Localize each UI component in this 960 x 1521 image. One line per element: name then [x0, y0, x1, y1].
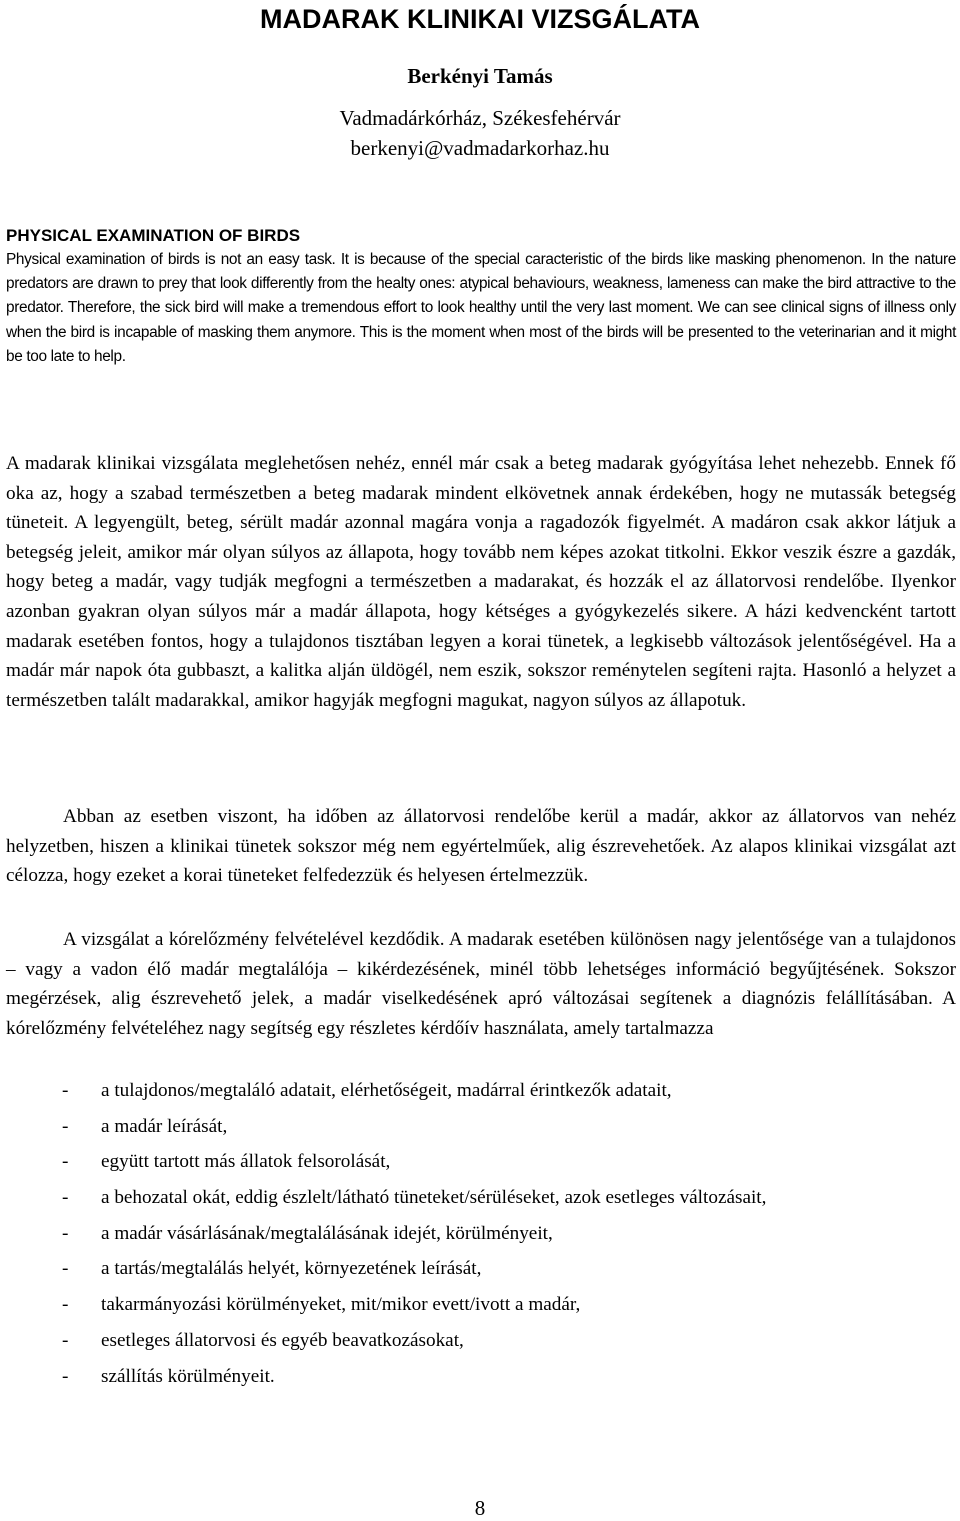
list-item-text: szállítás körülményeit.	[101, 1365, 275, 1387]
email-address: berkenyi@vadmadarkorhaz.hu	[350, 136, 610, 160]
page-title: MADARAK KLINIKAI VIZSGÁLATA	[260, 4, 700, 34]
list-item	[6, 1220, 946, 1248]
list-bullet: -	[62, 1080, 69, 1101]
list-item-text: együtt tartott más állatok felsorolását,	[101, 1151, 391, 1173]
list-bullet: -	[62, 1115, 69, 1137]
list-item-text: a tulajdonos/megtaláló adatait, elérhetőségeit, madárral érintkezők adatait,	[101, 1080, 672, 1101]
body-paragraph: A madarak klinikai vizsgálata meglehetősen nehéz, ennél már csak a beteg madarak gyógyítása lehet nehezebb. Ennek fő oka az, hogy a szabad természetben a beteg madarak mindent elkövetnek annak érdekében, hogy ne mutassák betegség tüneteit. A legyengült, beteg, sérült madár azonnal magára vonja a ragadozók figyelmét. A madáron csak akkor látjuk a betegség jeleit, amikor már olyan súlyos az állapota, hogy tovább nem képes azokat titkolni. Ekkor veszik észre a gazdák, hogy beteg a madár, vagy tudják megfogni a természetben a madarakat, és hozzák el az állatorvosi rendelőbe. Ilyenkor azonban gyakran olyan súlyos már a madár állapota, hogy kétséges a gyógykezelés sikere. A házi kedvencként tartott madarak esetében fontos, hogy a tulajdonos tisztában legyen a korai tünetek, a legkisebb változások jelentőségével. Ha a madár már napok óta gubbaszt, a kalitka alján üldögél, nem eszik, sokszor reménytelen segíteni rajta. Hasonló a helyzet a természetben talált madarakkal, amikor hagyják megfogni magukat, nagyon súlyos az állapotuk.	[6, 453, 956, 711]
author-affiliation	[0, 103, 960, 163]
abstract-heading: PHYSICAL EXAMINATION OF BIRDS	[6, 226, 301, 245]
list-bullet: -	[62, 1151, 69, 1173]
list-bullet: -	[62, 1222, 69, 1244]
page-number: 8	[474, 1496, 486, 1520]
list-item	[6, 1184, 946, 1212]
list-item-text: a madár vásárlásának/megtalálásának idejét, körülményeit,	[101, 1222, 553, 1244]
list-item-text: takarmányozási körülményeket, mit/mikor evett/ivott a madár,	[101, 1294, 581, 1316]
body-paragraph: Abban az esetben viszont, ha időben az állatorvosi rendelőbe kerül a madár, akkor az állatorvos van nehéz helyzetben, hiszen a klinikai tünetek sokszor még nem egyértelműek, alig észrevehetőek. Az alapos klinikai vizsgálat azt célozza, hogy ezeket a korai tüneteket felfedezzük és helyesen értelmezzük.	[6, 806, 956, 887]
body-paragraph: A vizsgálat a kórelőzmény felvételével kezdődik. A madarak esetében különösen nagy jelentősége van a tulajdonos – vagy a vadon élő madár megtalálója – kikérdezésének, minél több lehetséges információ begyűjtésének. Sokszor megérzések, alig észrevehető jelek, a madár viselkedésének apró változásai segítenek a diagnózis felállításában. A kórelőzmény felvételéhez nagy segítség egy részletes kérdőív használata, amely tartalmazza	[6, 929, 956, 1039]
questionnaire-list	[6, 1077, 946, 1398]
institution: Vadmadárkórház, Székesfehérvár	[339, 106, 621, 130]
list-bullet: -	[62, 1258, 69, 1280]
list-bullet: -	[62, 1294, 69, 1316]
list-item	[6, 1113, 946, 1141]
list-item	[6, 1363, 946, 1391]
list-item	[6, 1327, 946, 1355]
abstract-text: Physical examination of birds is not an easy task. It is because of the special caracteristic of the birds like masking phenomenon. In the nature predators are drawn to prey that look differently from the healty ones: atypical behaviours, weakness, lameness can make the bird attractive to the predator. Therefore, the sick bird will make a tremendous effort to look healthy until the very last moment. We can see clinical signs of illness only when the bird is incapable of masking them anymore. This is the moment when most of the birds will be presented to the veterinarian and it might be too late to help.	[6, 251, 956, 365]
list-item	[6, 1255, 946, 1283]
list-item-text: esetleges állatorvosi és egyéb beavatkozásokat,	[101, 1329, 464, 1351]
list-item	[6, 1077, 946, 1105]
list-item-text: a behozatal okát, eddig észlelt/látható tüneteket/sérüléseket, azok esetleges változásait,	[101, 1187, 767, 1209]
list-bullet: -	[62, 1365, 69, 1387]
list-item	[6, 1291, 946, 1319]
list-item	[6, 1148, 946, 1176]
list-item-text: a madár leírását,	[101, 1115, 228, 1137]
list-item-text: a tartás/megtalálás helyét, környezetének leírását,	[101, 1258, 482, 1280]
list-bullet: -	[62, 1329, 69, 1351]
author-name: Berkényi Tamás	[407, 64, 553, 88]
list-bullet: -	[62, 1187, 69, 1209]
